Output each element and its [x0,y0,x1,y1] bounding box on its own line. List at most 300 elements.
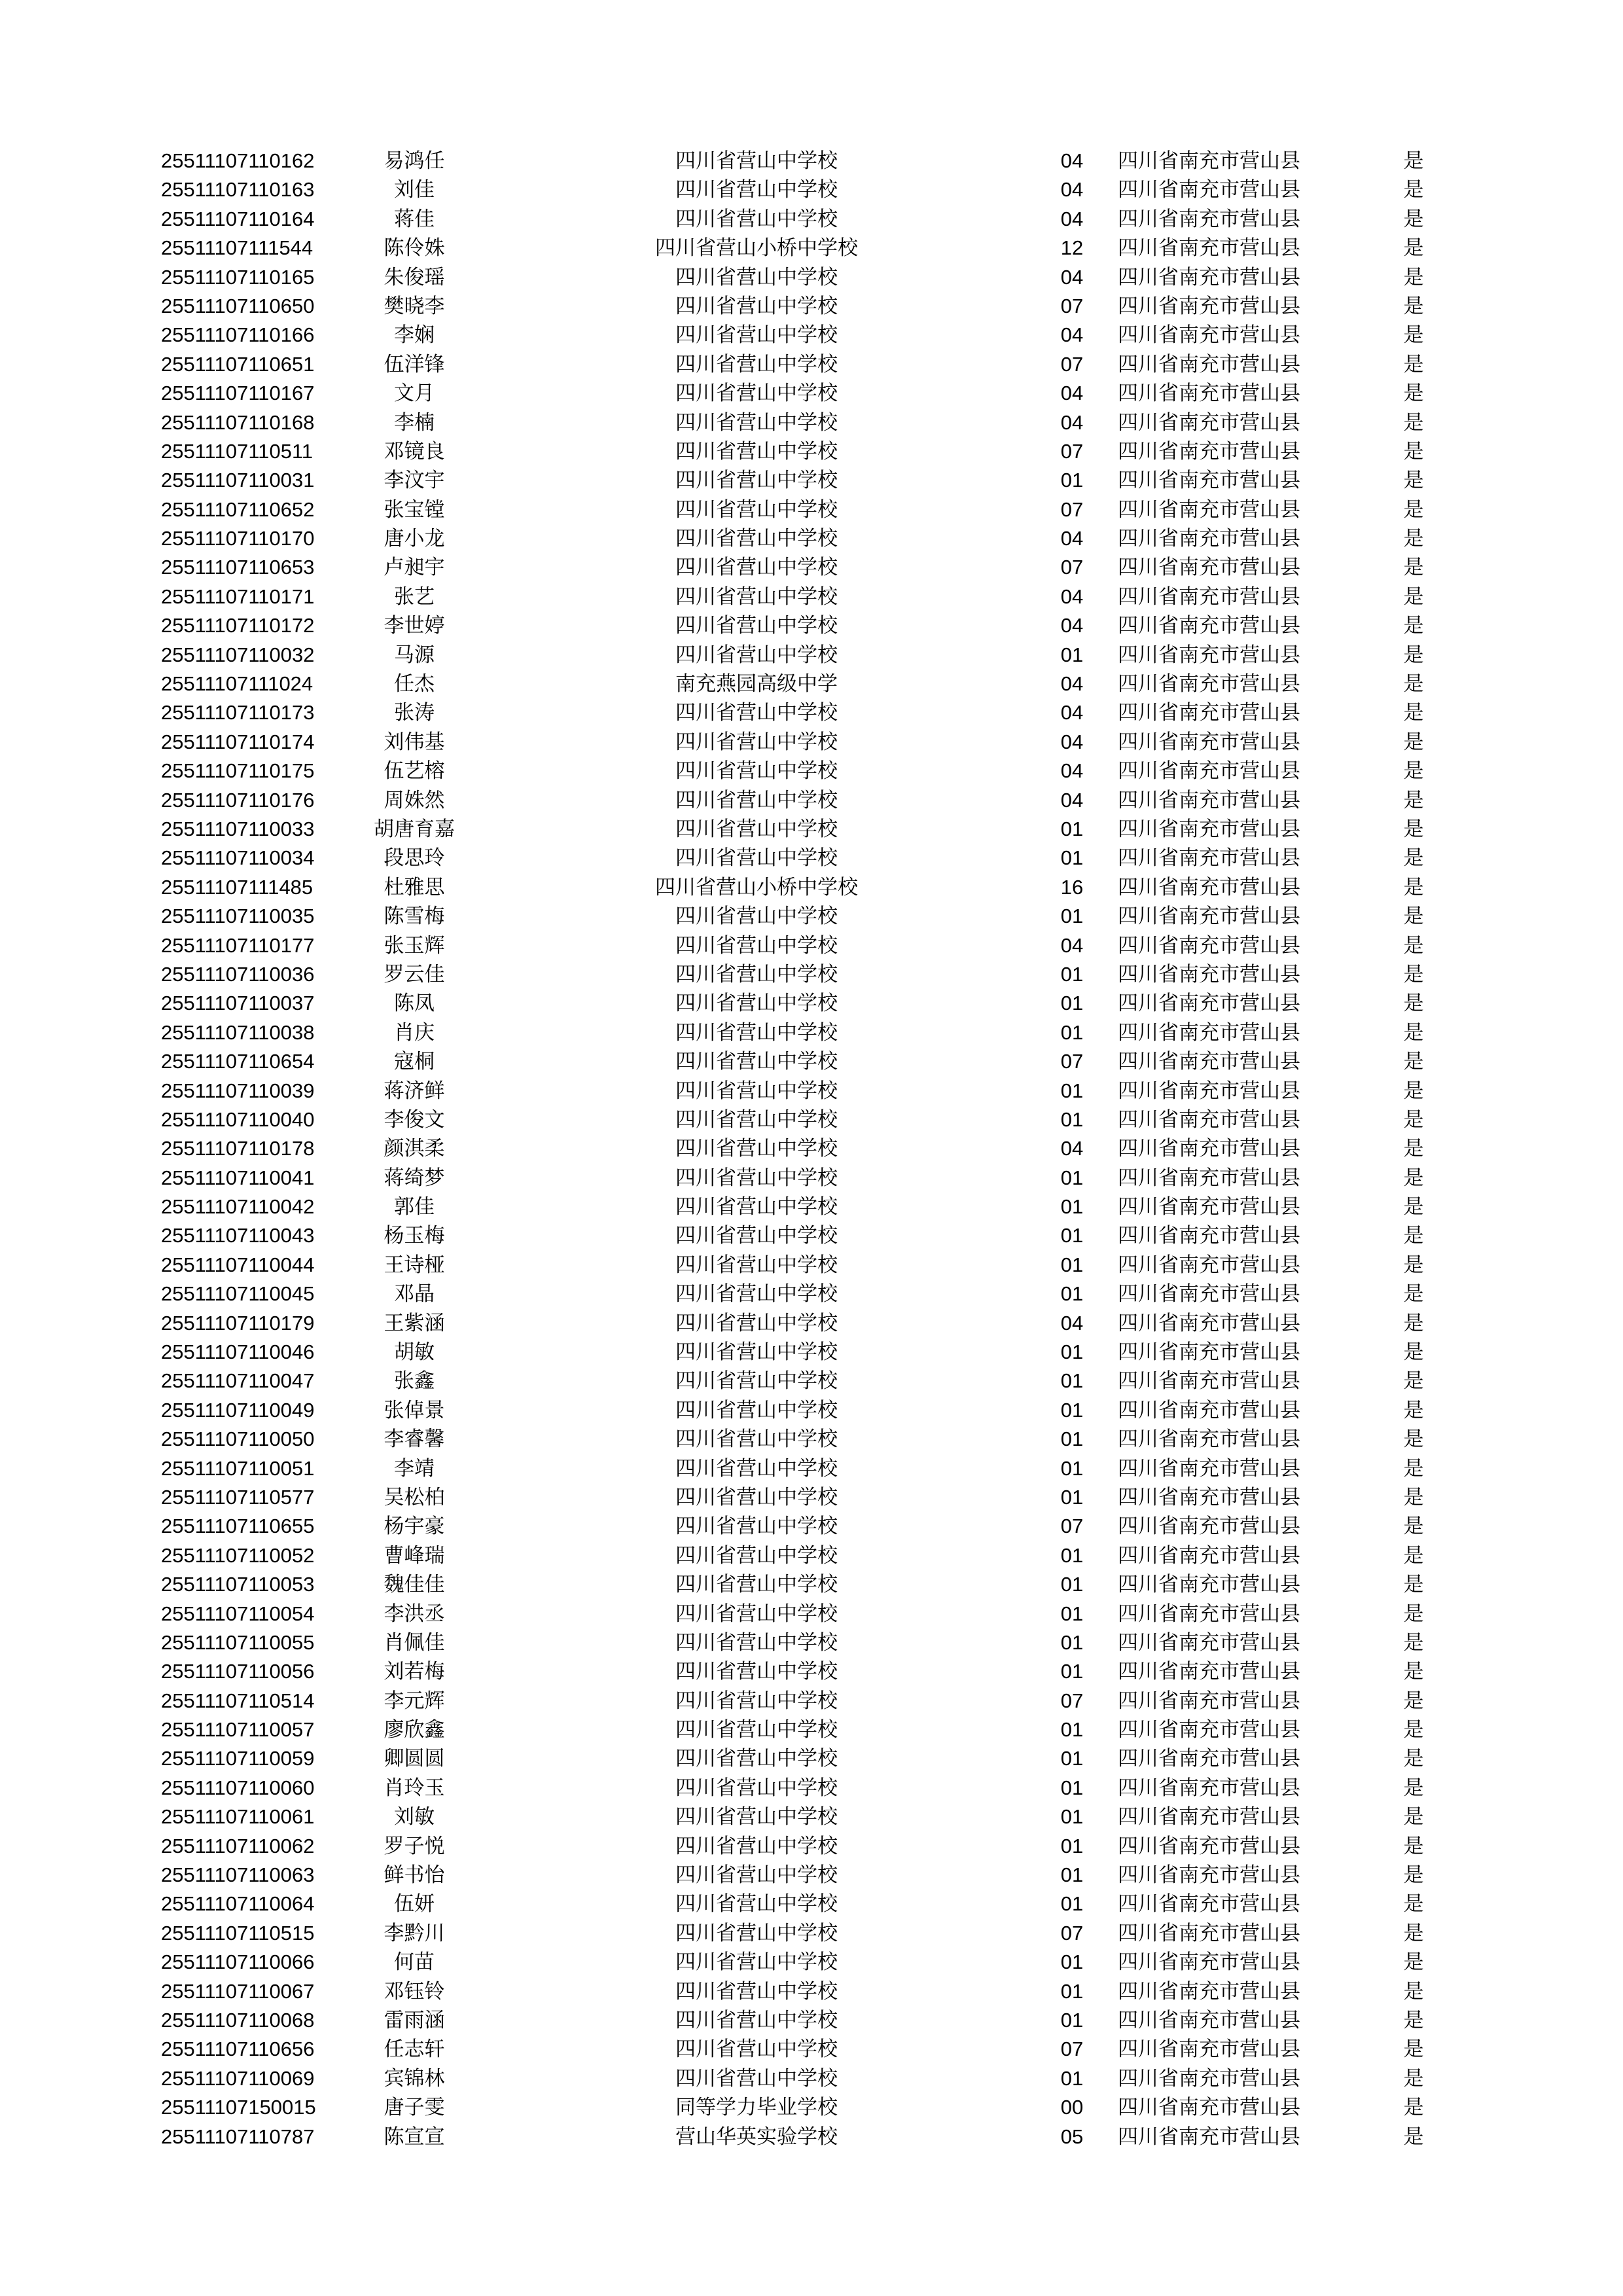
region-cell: 四川省南充市营山县 [1118,2125,1300,2149]
table-row [0,321,1623,350]
school-name-cell: 四川省营山中学校 [675,294,838,318]
status-flag-cell: 是 [1403,672,1424,696]
student-name-cell: 马源 [394,643,435,667]
status-flag-cell: 是 [1403,992,1424,1016]
status-flag-cell: 是 [1403,584,1424,609]
exam-number-cell: 25511107110032 [161,643,315,666]
exam-number-cell: 25511107110059 [161,1747,315,1770]
table-row [0,1541,1623,1570]
category-code-cell: 04 [1060,410,1084,434]
region-cell: 四川省南充市营山县 [1118,2066,1300,2090]
status-flag-cell: 是 [1403,527,1424,551]
region-cell: 四川省南充市营山县 [1118,1543,1300,1568]
category-code-cell: 04 [1060,701,1084,725]
student-name-cell: 李楠 [394,410,435,435]
exam-number-cell: 25511107111544 [161,236,313,260]
status-flag-cell: 是 [1403,1340,1424,1365]
category-code-cell: 07 [1060,2037,1084,2061]
table-row [0,1861,1623,1890]
school-name-cell: 四川省营山中学校 [675,1020,838,1045]
category-code-cell: 04 [1060,149,1084,172]
exam-number-cell: 25511107110176 [161,788,315,812]
student-name-cell: 李元辉 [383,1689,445,1713]
status-flag-cell: 是 [1403,323,1424,348]
exam-number-cell: 25511107110035 [161,905,315,928]
status-flag-cell: 是 [1403,2096,1424,2120]
exam-number-cell: 25511107110171 [161,584,315,608]
school-name-cell: 四川省营山中学校 [675,584,838,609]
school-name-cell: 四川省营山中学校 [675,1282,838,1306]
category-code-cell: 01 [1060,1950,1084,1974]
student-name-cell: 肖佩佳 [383,1630,445,1655]
school-name-cell: 四川省营山中学校 [675,207,838,231]
category-code-cell: 01 [1060,1630,1084,1654]
category-code-cell: 04 [1060,1311,1084,1335]
status-flag-cell: 是 [1403,1050,1424,1074]
region-cell: 四川省南充市营山县 [1118,1718,1300,1742]
exam-number-cell: 25511107110040 [161,1107,315,1131]
exam-number-cell: 25511107110053 [161,1573,315,1596]
category-code-cell: 04 [1060,323,1084,347]
category-code-cell: 01 [1060,1979,1084,2003]
status-flag-cell: 是 [1403,1020,1424,1045]
status-flag-cell: 是 [1403,701,1424,725]
student-name-cell: 邓镜良 [383,439,445,463]
student-name-cell: 刘若梅 [383,1660,445,1684]
table-row [0,1367,1623,1395]
category-code-cell: 04 [1060,933,1084,957]
school-name-cell: 四川省营山中学校 [675,265,838,289]
region-cell: 四川省南充市营山县 [1118,1747,1300,1771]
region-cell: 四川省南充市营山县 [1118,1166,1300,1190]
school-name-cell: 四川省营山中学校 [675,527,838,551]
status-flag-cell: 是 [1403,2037,1424,2062]
school-name-cell: 四川省营山小桥中学校 [655,236,858,260]
table-row [0,1657,1623,1686]
exam-number-cell: 25511107110060 [161,1776,315,1799]
table-row [0,698,1623,727]
school-name-cell: 四川省营山中学校 [675,469,838,493]
status-flag-cell: 是 [1403,1137,1424,1161]
status-flag-cell: 是 [1403,2009,1424,2032]
exam-number-cell: 25511107110049 [161,1398,315,1422]
school-name-cell: 四川省营山中学校 [675,1398,838,1422]
exam-number-cell: 25511107110056 [161,1660,315,1683]
student-name-cell: 寇桐 [394,1050,435,1074]
student-name-cell: 魏佳佳 [383,1573,445,1597]
status-flag-cell: 是 [1403,933,1424,958]
status-flag-cell: 是 [1403,1863,1424,1888]
region-cell: 四川省南充市营山县 [1118,933,1300,958]
student-name-cell: 杨玉梅 [383,1224,445,1248]
table-row [0,873,1623,902]
category-code-cell: 01 [1060,962,1084,986]
category-code-cell: 04 [1060,178,1084,202]
region-cell: 四川省南充市营山县 [1118,410,1300,435]
table-row [0,1687,1623,1715]
exam-number-cell: 25511107110051 [161,1456,315,1480]
exam-number-cell: 25511107110173 [161,701,315,725]
status-flag-cell: 是 [1403,1747,1424,1771]
table-row [0,960,1623,989]
category-code-cell: 07 [1060,556,1084,579]
region-cell: 四川省南充市营山县 [1118,1834,1300,1858]
status-flag-cell: 是 [1403,788,1424,812]
exam-number-cell: 25511107111024 [161,672,313,696]
region-cell: 四川省南充市营山县 [1118,643,1300,667]
student-name-cell: 朱俊瑶 [383,265,445,289]
region-cell: 四川省南充市营山县 [1118,1863,1300,1888]
status-flag-cell: 是 [1403,759,1424,783]
student-name-cell: 卢昶宇 [383,556,445,580]
region-cell: 四川省南充市营山县 [1118,730,1300,754]
region-cell: 四川省南充市营山县 [1118,875,1300,899]
table-row [0,1832,1623,1861]
status-flag-cell: 是 [1403,1515,1424,1539]
category-code-cell: 04 [1060,382,1084,405]
status-flag-cell: 是 [1403,1543,1424,1568]
category-code-cell: 01 [1060,1079,1084,1102]
table-row [0,1570,1623,1599]
region-cell: 四川省南充市营山县 [1118,1630,1300,1655]
school-name-cell: 四川省营山中学校 [675,1340,838,1365]
category-code-cell: 07 [1060,1050,1084,1073]
status-flag-cell: 是 [1403,817,1424,841]
status-flag-cell: 是 [1403,410,1424,435]
region-cell: 四川省南充市营山县 [1118,1776,1300,1800]
exam-number-cell: 25511107110044 [161,1253,315,1276]
school-name-cell: 四川省营山中学校 [675,497,838,522]
category-code-cell: 01 [1060,1398,1084,1422]
student-name-cell: 文月 [394,382,435,406]
school-name-cell: 四川省营山中学校 [675,1892,838,1916]
category-code-cell: 04 [1060,527,1084,550]
school-name-cell: 四川省营山中学校 [675,1747,838,1771]
student-name-cell: 易鸿任 [383,149,445,173]
table-row [0,1134,1623,1163]
student-name-cell: 唐子雯 [383,2096,445,2120]
student-name-cell: 李黔川 [383,1921,445,1945]
category-code-cell: 01 [1060,1660,1084,1683]
region-cell: 四川省南充市营山县 [1118,1311,1300,1335]
category-code-cell: 01 [1060,1456,1084,1480]
student-name-cell: 鲜书怡 [383,1863,445,1888]
status-flag-cell: 是 [1403,1776,1424,1800]
category-code-cell: 01 [1060,1195,1084,1219]
status-flag-cell: 是 [1403,352,1424,376]
exam-number-cell: 25511107110068 [161,2009,315,2032]
category-code-cell: 01 [1060,1863,1084,1887]
category-code-cell: 01 [1060,643,1084,666]
student-name-cell: 张艺 [394,584,435,609]
category-code-cell: 04 [1060,614,1084,637]
student-name-cell: 肖玲玉 [383,1776,445,1800]
category-code-cell: 01 [1060,1253,1084,1276]
table-row [0,902,1623,931]
exam-number-cell: 25511107110031 [161,469,315,492]
student-name-cell: 李世婷 [383,614,445,638]
category-code-cell: 01 [1060,1107,1084,1131]
table-row [0,1105,1623,1134]
status-flag-cell: 是 [1403,1311,1424,1335]
school-name-cell: 四川省营山中学校 [675,905,838,929]
category-code-cell: 01 [1060,2066,1084,2090]
student-name-cell: 蒋佳 [394,207,435,231]
status-flag-cell: 是 [1403,614,1424,638]
status-flag-cell: 是 [1403,294,1424,318]
school-name-cell: 四川省营山中学校 [675,323,838,348]
region-cell: 四川省南充市营山县 [1118,1079,1300,1103]
exam-number-cell: 25511107110654 [161,1050,315,1073]
category-code-cell: 01 [1060,1340,1084,1364]
school-name-cell: 同等学力毕业学校 [675,2096,838,2120]
student-name-cell: 李靖 [394,1456,435,1480]
exam-number-cell: 25511107110036 [161,962,315,986]
student-name-cell: 宾锦林 [383,2066,445,2090]
exam-number-cell: 25511107110170 [161,527,315,550]
table-row [0,2123,1623,2151]
table-row [0,989,1623,1018]
table-row [0,408,1623,437]
student-name-cell: 卿圆圆 [383,1747,445,1771]
school-name-cell: 四川省营山中学校 [675,1427,838,1452]
region-cell: 四川省南充市营山县 [1118,1950,1300,1975]
student-name-cell: 刘敏 [394,1805,435,1829]
category-code-cell: 01 [1060,1369,1084,1393]
table-row [0,350,1623,379]
exam-number-cell: 25511107110162 [161,149,315,172]
table-row [0,292,1623,321]
region-cell: 四川省南充市营山县 [1118,2096,1300,2120]
table-row [0,1919,1623,1948]
status-flag-cell: 是 [1403,1834,1424,1858]
school-name-cell: 四川省营山中学校 [675,1079,838,1103]
category-code-cell: 01 [1060,1543,1084,1567]
category-code-cell: 01 [1060,1805,1084,1829]
exam-number-cell: 25511107110042 [161,1195,315,1219]
table-row [0,670,1623,698]
region-cell: 四川省南充市营山县 [1118,469,1300,493]
school-name-cell: 四川省营山中学校 [675,1979,838,2003]
region-cell: 四川省南充市营山县 [1118,352,1300,376]
student-name-cell: 段思玲 [383,846,445,870]
student-name-cell: 李洪丞 [383,1602,445,1626]
student-name-cell: 何苗 [394,1950,435,1975]
table-row [0,1454,1623,1483]
category-code-cell: 16 [1060,875,1084,899]
student-name-cell: 陈雪梅 [383,905,445,929]
exam-number-cell: 25511107110174 [161,730,315,753]
status-flag-cell: 是 [1403,1224,1424,1248]
school-name-cell: 四川省营山中学校 [675,178,838,202]
region-cell: 四川省南充市营山县 [1118,614,1300,638]
table-row [0,175,1623,204]
school-name-cell: 四川省营山中学校 [675,1107,838,1132]
student-name-cell: 王诗桠 [383,1253,445,1277]
region-cell: 四川省南充市营山县 [1118,527,1300,551]
school-name-cell: 四川省营山中学校 [675,788,838,812]
region-cell: 四川省南充市营山县 [1118,1515,1300,1539]
table-row [0,379,1623,408]
student-name-cell: 陈伶姝 [383,236,445,260]
status-flag-cell: 是 [1403,207,1424,231]
table-row [0,1483,1623,1512]
school-name-cell: 南充燕园高级中学 [675,672,838,696]
status-flag-cell: 是 [1403,875,1424,899]
table-row [0,1193,1623,1221]
region-cell: 四川省南充市营山县 [1118,1195,1300,1219]
status-flag-cell: 是 [1403,730,1424,754]
exam-number-cell: 25511107110650 [161,294,315,317]
exam-number-cell: 25511107110179 [161,1311,315,1335]
exam-number-cell: 25511107110047 [161,1369,315,1393]
table-row [0,2006,1623,2035]
status-flag-cell: 是 [1403,1485,1424,1509]
status-flag-cell: 是 [1403,2125,1424,2149]
category-code-cell: 01 [1060,1776,1084,1799]
status-flag-cell: 是 [1403,236,1424,260]
student-name-cell: 张玉辉 [383,933,445,958]
status-flag-cell: 是 [1403,265,1424,289]
region-cell: 四川省南充市营山县 [1118,236,1300,260]
student-name-cell: 刘佳 [394,178,435,202]
table-row [0,611,1623,640]
exam-number-cell: 25511107110064 [161,1892,315,1916]
category-code-cell: 04 [1060,584,1084,608]
region-cell: 四川省南充市营山县 [1118,905,1300,929]
school-name-cell: 四川省营山中学校 [675,2037,838,2062]
table-row [0,1018,1623,1047]
table-row [0,1309,1623,1338]
table-row [0,495,1623,524]
school-name-cell: 四川省营山中学校 [675,352,838,376]
status-flag-cell: 是 [1403,439,1424,463]
region-cell: 四川省南充市营山县 [1118,1660,1300,1684]
category-code-cell: 04 [1060,1137,1084,1160]
status-flag-cell: 是 [1403,1805,1424,1829]
table-row [0,1251,1623,1280]
exam-number-cell: 25511107110164 [161,207,315,230]
student-name-cell: 伍洋锋 [383,352,445,376]
student-name-cell: 张宝镗 [383,497,445,522]
region-cell: 四川省南充市营山县 [1118,1805,1300,1829]
exam-number-cell: 25511107110045 [161,1282,315,1306]
exam-number-cell: 25511107110656 [161,2037,315,2061]
school-name-cell: 四川省营山中学校 [675,933,838,958]
region-cell: 四川省南充市营山县 [1118,672,1300,696]
status-flag-cell: 是 [1403,1195,1424,1219]
category-code-cell: 12 [1060,236,1084,260]
school-name-cell: 四川省营山中学校 [675,1834,838,1858]
school-name-cell: 四川省营山中学校 [675,730,838,754]
region-cell: 四川省南充市营山县 [1118,2037,1300,2062]
student-name-cell: 李娴 [394,323,435,348]
table-row [0,1803,1623,1831]
student-name-cell: 雷雨涵 [383,2009,445,2032]
table-row [0,1338,1623,1367]
category-code-cell: 01 [1060,1718,1084,1742]
table-row [0,1977,1623,2006]
student-name-cell: 廖欣鑫 [383,1718,445,1742]
student-name-cell: 郭佳 [394,1195,435,1219]
status-flag-cell: 是 [1403,1602,1424,1626]
table-row [0,1396,1623,1425]
region-cell: 四川省南充市营山县 [1118,1224,1300,1248]
exam-number-cell: 25511107110050 [161,1427,315,1451]
status-flag-cell: 是 [1403,1079,1424,1103]
table-row [0,1628,1623,1657]
table-row [0,1047,1623,1076]
table-row [0,234,1623,262]
status-flag-cell: 是 [1403,1979,1424,2003]
student-list-table [0,147,1623,2151]
status-flag-cell: 是 [1403,1253,1424,1277]
school-name-cell: 四川省营山中学校 [675,1369,838,1393]
school-name-cell: 四川省营山中学校 [675,817,838,841]
student-name-cell: 邓钰铃 [383,1979,445,2003]
exam-number-cell: 25511107110039 [161,1079,315,1102]
status-flag-cell: 是 [1403,1369,1424,1393]
student-name-cell: 张涛 [394,701,435,725]
student-name-cell: 李俊文 [383,1107,445,1132]
exam-number-cell: 25511107110061 [161,1805,315,1829]
table-row [0,466,1623,495]
region-cell: 四川省南充市营山县 [1118,1340,1300,1365]
region-cell: 四川省南充市营山县 [1118,1369,1300,1393]
school-name-cell: 四川省营山中学校 [675,1689,838,1713]
school-name-cell: 四川省营山中学校 [675,1921,838,1945]
status-flag-cell: 是 [1403,1107,1424,1132]
status-flag-cell: 是 [1403,1921,1424,1945]
student-name-cell: 伍妍 [394,1892,435,1916]
exam-number-cell: 25511107110168 [161,410,315,434]
table-row [0,1600,1623,1628]
exam-number-cell: 25511107110037 [161,992,315,1015]
category-code-cell: 01 [1060,1747,1084,1770]
student-name-cell: 李睿馨 [383,1427,445,1452]
school-name-cell: 四川省营山中学校 [675,614,838,638]
school-name-cell: 四川省营山中学校 [675,846,838,870]
category-code-cell: 01 [1060,817,1084,840]
region-cell: 四川省南充市营山县 [1118,439,1300,463]
school-name-cell: 四川省营山小桥中学校 [655,875,858,899]
region-cell: 四川省南充市营山县 [1118,497,1300,522]
category-code-cell: 01 [1060,1485,1084,1509]
table-row [0,583,1623,611]
student-name-cell: 陈凤 [394,992,435,1016]
exam-number-cell: 25511107110062 [161,1834,315,1857]
school-name-cell: 四川省营山中学校 [675,1718,838,1742]
category-code-cell: 07 [1060,1921,1084,1945]
category-code-cell: 07 [1060,1689,1084,1712]
student-name-cell: 张倬景 [383,1398,445,1422]
status-flag-cell: 是 [1403,1630,1424,1655]
student-name-cell: 张鑫 [394,1369,435,1393]
table-row [0,1425,1623,1454]
region-cell: 四川省南充市营山县 [1118,846,1300,870]
table-row [0,437,1623,466]
table-row [0,1512,1623,1541]
student-name-cell: 吴松柏 [383,1485,445,1509]
table-row [0,553,1623,582]
school-name-cell: 四川省营山中学校 [675,1253,838,1277]
exam-number-cell: 25511107110655 [161,1515,315,1538]
exam-number-cell: 25511107110041 [161,1166,315,1189]
status-flag-cell: 是 [1403,149,1424,173]
region-cell: 四川省南充市营山县 [1118,556,1300,580]
school-name-cell: 四川省营山中学校 [675,2066,838,2090]
exam-number-cell: 25511107110787 [161,2125,315,2148]
